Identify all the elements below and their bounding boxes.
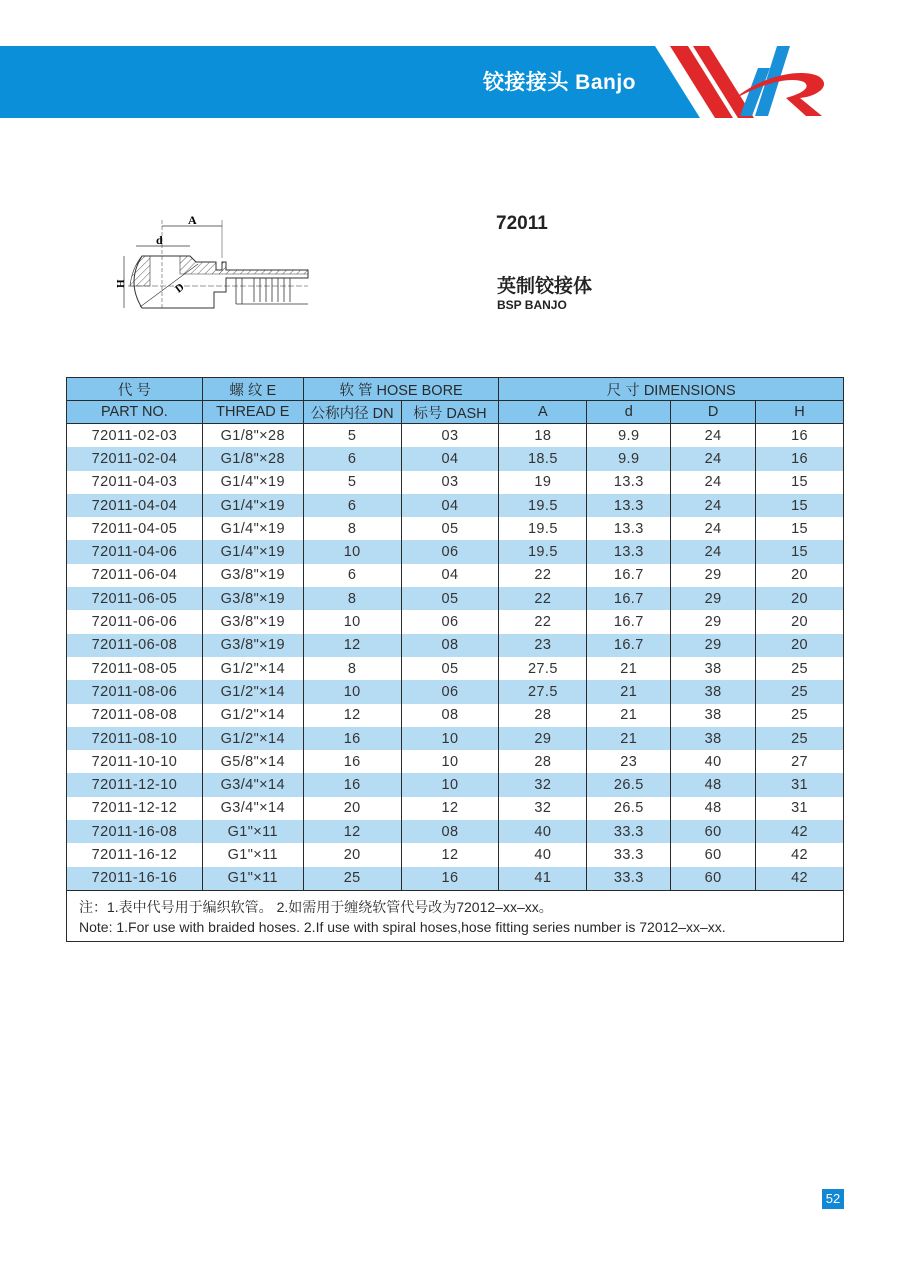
cell-dim-d: 13.3 [587,494,671,517]
cell-dim-a: 23 [499,634,587,657]
table-notes [67,890,844,941]
cell-part-no: 72011-04-06 [67,540,203,563]
cell-dim-h: 42 [756,820,844,843]
note-en: Note: 1.For use with braided hoses. 2.If use with spiral hoses,hose fitting series number is 72012–xx–xx. [79,918,726,935]
cell-thread: G1/4"×19 [202,494,303,517]
cell-dash: 06 [401,540,499,563]
cell-dim-big-d: 48 [671,773,756,796]
cell-dn: 10 [303,540,401,563]
table-row [67,867,844,891]
cell-part-no: 72011-12-10 [67,773,203,796]
table-row [67,424,844,448]
cell-thread: G3/8"×19 [202,564,303,587]
cell-dim-d: 33.3 [587,820,671,843]
cell-dim-d: 9.9 [587,447,671,470]
cell-thread: G3/8"×19 [202,610,303,633]
cell-thread: G5/8"×14 [202,750,303,773]
cell-dash: 08 [401,634,499,657]
cell-part-no: 72011-02-04 [67,447,203,470]
cell-dim-a: 18.5 [499,447,587,470]
cell-dim-d: 13.3 [587,540,671,563]
table-row [67,657,844,680]
cell-dim-a: 28 [499,750,587,773]
cell-dn: 20 [303,797,401,820]
cell-dim-a: 19.5 [499,540,587,563]
cell-dn: 6 [303,564,401,587]
cell-dim-h: 20 [756,634,844,657]
cell-dim-d: 16.7 [587,634,671,657]
cell-thread: G1/4"×19 [202,540,303,563]
cell-dim-h: 15 [756,494,844,517]
table-row [67,680,844,703]
cell-dn: 8 [303,657,401,680]
cell-dim-a: 41 [499,867,587,891]
cell-dim-h: 20 [756,564,844,587]
cell-dn: 20 [303,843,401,866]
cell-dim-big-d: 24 [671,424,756,448]
cell-part-no: 72011-06-08 [67,634,203,657]
cell-dim-a: 22 [499,610,587,633]
note-cn: 注：1.表中代号用于编织软管。 2.如需用于缠绕软管代号改为72012–xx–xx。 [79,898,553,915]
cell-dim-h: 25 [756,727,844,750]
cell-part-no: 72011-08-06 [67,680,203,703]
cell-dn: 6 [303,447,401,470]
cell-thread: G3/4"×14 [202,773,303,796]
cell-dim-d: 9.9 [587,424,671,448]
cell-dn: 10 [303,610,401,633]
table-row [67,843,844,866]
cell-dim-big-d: 60 [671,867,756,891]
cell-dim-big-d: 38 [671,657,756,680]
cell-dim-h: 25 [756,657,844,680]
cell-dim-a: 40 [499,843,587,866]
cell-dn: 16 [303,773,401,796]
cell-dim-d: 21 [587,727,671,750]
cell-dim-h: 42 [756,843,844,866]
cell-dash: 06 [401,610,499,633]
header-dash: 标号 DASH [401,401,499,424]
hr-logo-icon [733,46,824,116]
spec-table [66,377,844,942]
dim-label-big-d: D [172,281,187,296]
cell-dim-a: 27.5 [499,680,587,703]
cell-thread: G1/2"×14 [202,704,303,727]
cell-dim-a: 19.5 [499,494,587,517]
table-row [67,727,844,750]
cell-thread: G1/8"×28 [202,447,303,470]
table-row [67,610,844,633]
spec-table-body [67,424,844,891]
product-name-en: BSP BANJO [497,298,567,312]
cell-part-no: 72011-08-08 [67,704,203,727]
table-row [67,517,844,540]
cell-dim-big-d: 24 [671,447,756,470]
table-row [67,773,844,796]
cell-dn: 6 [303,494,401,517]
table-row [67,797,844,820]
cell-dim-d: 33.3 [587,843,671,866]
cell-dn: 16 [303,750,401,773]
cell-dash: 05 [401,657,499,680]
cell-dim-a: 22 [499,564,587,587]
table-row [67,471,844,494]
header-dim-h: H [756,401,844,424]
header-dim-d: d [587,401,671,424]
cell-dim-d: 16.7 [587,587,671,610]
cell-part-no: 72011-04-03 [67,471,203,494]
cell-dim-h: 15 [756,540,844,563]
cell-thread: G1/2"×14 [202,680,303,703]
cell-dim-big-d: 24 [671,517,756,540]
cell-dn: 8 [303,517,401,540]
cell-dash: 05 [401,587,499,610]
cell-dash: 10 [401,750,499,773]
cell-dash: 06 [401,680,499,703]
cell-dim-d: 33.3 [587,867,671,891]
cell-part-no: 72011-10-10 [67,750,203,773]
cell-dim-h: 42 [756,867,844,891]
cell-part-no: 72011-08-10 [67,727,203,750]
cell-dim-big-d: 38 [671,704,756,727]
cell-dash: 10 [401,773,499,796]
cell-dim-a: 22 [499,587,587,610]
cell-dim-h: 15 [756,471,844,494]
cell-dim-h: 25 [756,680,844,703]
table-row [67,820,844,843]
cell-dn: 8 [303,587,401,610]
header-part-cn: 代 号 [67,378,203,401]
cell-dim-d: 16.7 [587,564,671,587]
cell-dim-big-d: 24 [671,471,756,494]
cell-dim-h: 25 [756,704,844,727]
cell-dim-h: 20 [756,610,844,633]
cell-dim-big-d: 60 [671,820,756,843]
cell-dim-big-d: 60 [671,843,756,866]
header-thread-cn: 螺 纹 E [202,378,303,401]
cell-dim-h: 31 [756,797,844,820]
dim-label-d: d [156,233,163,247]
header-part-en: PART NO. [67,401,203,424]
cell-dim-h: 16 [756,447,844,470]
product-name-cn: 英制铰接体 [497,276,593,297]
header-dn: 公称内径 DN [303,401,401,424]
header-banner [0,46,922,118]
cell-dash: 12 [401,797,499,820]
cell-thread: G1/8"×28 [202,424,303,448]
cell-dim-d: 26.5 [587,773,671,796]
banner-graphic [0,46,922,118]
cell-part-no: 72011-08-05 [67,657,203,680]
cell-dim-a: 18 [499,424,587,448]
cell-part-no: 72011-16-08 [67,820,203,843]
cell-thread: G3/4"×14 [202,797,303,820]
cell-dn: 10 [303,680,401,703]
cell-thread: G1"×11 [202,867,303,891]
header-hose-bore: 软 管 HOSE BORE [303,378,499,401]
cell-dim-big-d: 29 [671,564,756,587]
dim-label-a: A [188,213,197,227]
cell-dim-a: 19.5 [499,517,587,540]
table-row [67,540,844,563]
cell-dim-big-d: 40 [671,750,756,773]
cell-dim-big-d: 29 [671,610,756,633]
cell-thread: G1/4"×19 [202,471,303,494]
header-dimensions: 尺 寸 DIMENSIONS [499,378,844,401]
cell-thread: G1/2"×14 [202,727,303,750]
table-row [67,750,844,773]
cell-dim-a: 40 [499,820,587,843]
cell-dim-a: 32 [499,797,587,820]
cell-dim-a: 32 [499,773,587,796]
cell-dn: 5 [303,471,401,494]
cell-dim-d: 13.3 [587,471,671,494]
cell-dash: 04 [401,494,499,517]
cell-dash: 08 [401,704,499,727]
cell-dim-big-d: 48 [671,797,756,820]
page-number: 52 [822,1189,844,1209]
cell-part-no: 72011-02-03 [67,424,203,448]
banner-title: 铰接接头 Banjo [482,71,636,94]
cell-part-no: 72011-16-12 [67,843,203,866]
header-dim-big-d: D [671,401,756,424]
cell-thread: G1/4"×19 [202,517,303,540]
cell-dash: 04 [401,447,499,470]
table-row [67,494,844,517]
dim-label-h: H [115,279,127,288]
cell-dash: 05 [401,517,499,540]
cell-dn: 5 [303,424,401,448]
cell-part-no: 72011-06-06 [67,610,203,633]
cell-dim-d: 21 [587,657,671,680]
cell-dash: 10 [401,727,499,750]
cell-dn: 16 [303,727,401,750]
cell-dim-d: 21 [587,704,671,727]
cell-dim-h: 16 [756,424,844,448]
cell-dim-a: 29 [499,727,587,750]
cell-part-no: 72011-06-04 [67,564,203,587]
cell-dim-big-d: 38 [671,727,756,750]
cell-part-no: 72011-12-12 [67,797,203,820]
cell-part-no: 72011-04-04 [67,494,203,517]
cell-dash: 08 [401,820,499,843]
cell-thread: G1"×11 [202,820,303,843]
cell-dim-h: 15 [756,517,844,540]
cell-dash: 12 [401,843,499,866]
cell-dim-big-d: 29 [671,634,756,657]
cell-dim-big-d: 29 [671,587,756,610]
cell-dash: 16 [401,867,499,891]
cell-dim-d: 13.3 [587,517,671,540]
table-row [67,447,844,470]
cell-thread: G1/2"×14 [202,657,303,680]
cell-dim-a: 27.5 [499,657,587,680]
table-row [67,704,844,727]
table-row [67,634,844,657]
cell-thread: G1"×11 [202,843,303,866]
cell-dim-h: 20 [756,587,844,610]
cell-dim-d: 26.5 [587,797,671,820]
banjo-technical-drawing [115,212,308,308]
cell-dash: 04 [401,564,499,587]
cell-part-no: 72011-04-05 [67,517,203,540]
cell-part-no: 72011-06-05 [67,587,203,610]
cell-dash: 03 [401,471,499,494]
cell-dim-d: 21 [587,680,671,703]
cell-dim-d: 23 [587,750,671,773]
table-row [67,587,844,610]
cell-thread: G3/8"×19 [202,634,303,657]
cell-part-no: 72011-16-16 [67,867,203,891]
cell-dim-big-d: 24 [671,494,756,517]
cell-dim-a: 19 [499,471,587,494]
header-dim-a: A [499,401,587,424]
cell-dim-big-d: 38 [671,680,756,703]
cell-dim-d: 16.7 [587,610,671,633]
cell-dim-a: 28 [499,704,587,727]
cell-dn: 12 [303,704,401,727]
cell-thread: G3/8"×19 [202,587,303,610]
table-row [67,564,844,587]
cell-dn: 12 [303,820,401,843]
cell-dn: 25 [303,867,401,891]
cell-dim-h: 31 [756,773,844,796]
product-code: 72011 [496,213,548,234]
cell-dim-big-d: 24 [671,540,756,563]
cell-dash: 03 [401,424,499,448]
header-thread-en: THREAD E [202,401,303,424]
cell-dn: 12 [303,634,401,657]
cell-dim-h: 27 [756,750,844,773]
